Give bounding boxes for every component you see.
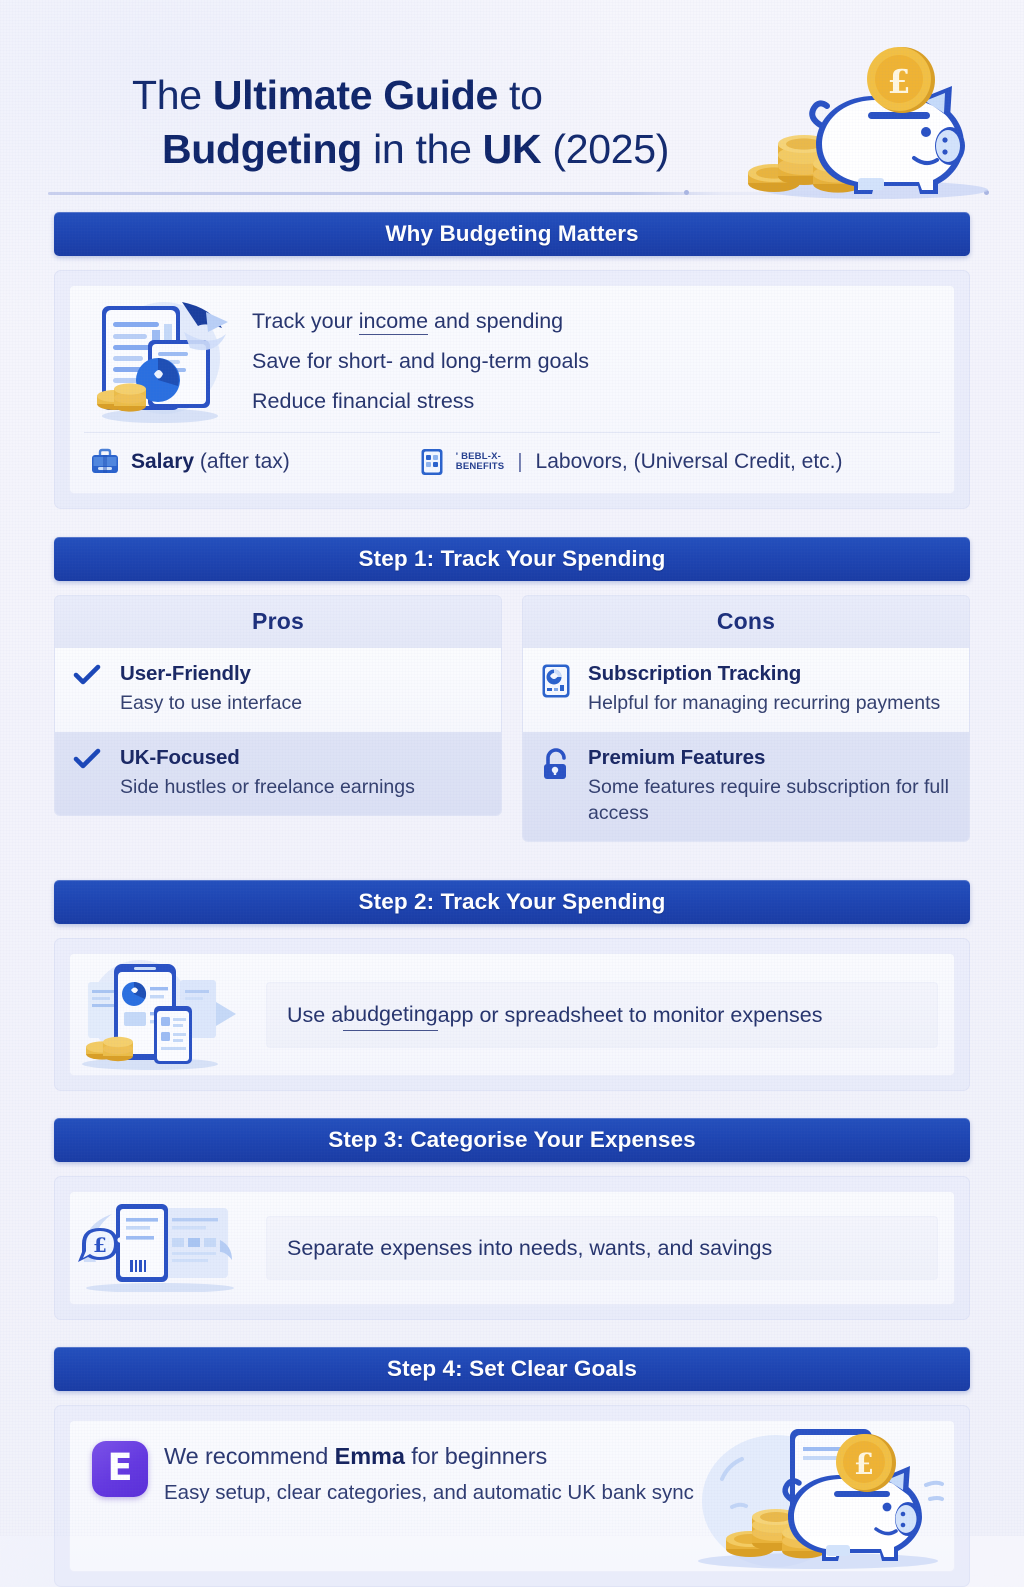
section-header-step-4: Step 4: Set Clear Goals bbox=[54, 1347, 970, 1391]
pros-column bbox=[54, 595, 502, 816]
section-header-step-1: Step 1: Track Your Spending bbox=[54, 537, 970, 581]
panel-why-budgeting bbox=[54, 270, 970, 509]
bullet-track-income bbox=[252, 306, 930, 337]
step-2-text-link[interactable]: budgeting bbox=[343, 999, 437, 1031]
step-4-subtext: Easy setup, clear categories, and automatic UK bank sync bbox=[164, 1480, 694, 1504]
pros-item-1-text bbox=[120, 745, 483, 801]
salary-label bbox=[131, 450, 290, 474]
tablet-chart-icon bbox=[541, 661, 575, 717]
cons-item-0-text bbox=[588, 661, 951, 717]
cons-item-1-title: Premium Features bbox=[588, 745, 766, 769]
step-4-head-pre: We recommend bbox=[164, 1443, 335, 1470]
title-text-3: in the bbox=[361, 126, 483, 173]
benefits-glyph-line-1: ' BEBL-X- bbox=[455, 451, 501, 463]
cons-column bbox=[522, 595, 970, 842]
title-bold-1: Ultimate Guide bbox=[212, 72, 498, 118]
section-header-why-budgeting: Why Budgeting Matters bbox=[54, 212, 970, 256]
briefcase-icon bbox=[90, 448, 120, 476]
padlock-open-icon bbox=[541, 745, 575, 827]
title-text-4: (2025) bbox=[541, 126, 670, 173]
bullet-0-pre: Track your bbox=[252, 309, 359, 334]
tablet-pound-documents-icon bbox=[70, 1200, 266, 1297]
step-3-text: Separate expenses into needs, wants, and savings bbox=[266, 1216, 938, 1280]
pros-cons-wrapper bbox=[54, 595, 970, 842]
title-line-2 bbox=[132, 122, 714, 176]
panel-step-3 bbox=[54, 1176, 970, 1320]
cons-item-0-sub: Helpful for managing recurring payments bbox=[588, 692, 941, 715]
pros-header: Pros bbox=[55, 596, 501, 648]
emma-app-logo-icon bbox=[92, 1441, 148, 1508]
step-2-text-pre: Use a bbox=[287, 1002, 344, 1027]
benefits-separator: | bbox=[517, 450, 523, 473]
panel-step-2 bbox=[54, 938, 970, 1091]
why-budgeting-inner bbox=[69, 285, 955, 494]
step-4-text bbox=[164, 1441, 784, 1508]
cons-item-1-text bbox=[588, 745, 951, 827]
step-4-head-bold: Emma bbox=[334, 1443, 405, 1470]
svg-text:£: £ bbox=[853, 1447, 875, 1482]
panel-step-4 bbox=[54, 1405, 970, 1587]
title-text-2: to bbox=[497, 72, 543, 118]
title-text-1: The bbox=[132, 72, 213, 118]
step-4-body bbox=[70, 1421, 954, 1530]
bullet-reduce-stress: Reduce financial stress bbox=[252, 389, 475, 414]
why-budgeting-bullets bbox=[248, 286, 954, 432]
cons-item-subscription-tracking bbox=[523, 648, 969, 732]
income-source-salary bbox=[90, 448, 290, 476]
benefits-label: Labovors, (Universal Credit, etc.) bbox=[535, 450, 843, 473]
salary-rest: (after tax) bbox=[194, 450, 290, 473]
benefits-glyph-text bbox=[456, 452, 505, 472]
emma-logo-letter: E bbox=[92, 1441, 148, 1497]
pros-item-0-title: User-Friendly bbox=[120, 662, 251, 685]
check-icon bbox=[73, 661, 107, 717]
title-bold-2: Budgeting bbox=[162, 126, 362, 173]
income-source-benefits bbox=[420, 447, 843, 477]
step-3-inner bbox=[69, 1191, 955, 1305]
cons-header: Cons bbox=[523, 596, 969, 648]
benefits-document-icon bbox=[420, 447, 444, 477]
step-3-body bbox=[70, 1192, 954, 1304]
header bbox=[0, 0, 1024, 212]
cons-item-premium-features bbox=[523, 732, 969, 842]
document-chart-coins-icon bbox=[70, 286, 248, 432]
section-header-step-2: Step 2: Track Your Spending bbox=[54, 880, 970, 924]
step-2-text bbox=[266, 982, 938, 1048]
cons-item-0-title: Subscription Tracking bbox=[588, 662, 802, 685]
svg-text:£: £ bbox=[93, 1232, 107, 1257]
step-4-heading bbox=[164, 1441, 784, 1472]
pros-item-0-sub: Easy to use interface bbox=[120, 692, 303, 715]
benefits-glyph-line-2: BENEFITS bbox=[455, 461, 505, 472]
bullet-save-goals: Save for short- and long-term goals bbox=[252, 349, 589, 374]
step-2-text-post: app or spreadsheet to monitor expenses bbox=[437, 1002, 823, 1027]
salary-bold: Salary bbox=[131, 450, 195, 473]
income-sources-row bbox=[70, 433, 954, 493]
svg-text:£: £ bbox=[887, 62, 911, 101]
pros-item-1-sub: Side hustles or freelance earnings bbox=[120, 775, 415, 798]
step-4-head-post: for beginners bbox=[404, 1443, 548, 1470]
piggy-bank-pound-coin-icon bbox=[726, 40, 998, 208]
pros-item-1-title: UK-Focused bbox=[120, 745, 240, 769]
why-budgeting-body bbox=[70, 286, 954, 432]
phone-documents-coins-icon bbox=[70, 954, 266, 1075]
title-bold-3: UK bbox=[482, 126, 542, 173]
step-2-inner bbox=[69, 953, 955, 1076]
cons-item-1-sub: Some features require subscription for full access bbox=[588, 775, 949, 825]
page-title bbox=[54, 58, 714, 176]
bullet-0-link[interactable]: income bbox=[358, 309, 429, 334]
step-2-body bbox=[70, 954, 954, 1075]
bullet-0-post: and spending bbox=[428, 309, 564, 334]
step-4-inner bbox=[69, 1420, 955, 1572]
check-icon bbox=[73, 745, 107, 801]
pros-item-user-friendly bbox=[55, 648, 501, 732]
divider-dot-left bbox=[684, 190, 689, 195]
pros-item-uk-focused bbox=[55, 732, 501, 816]
section-header-step-3: Step 3: Categorise Your Expenses bbox=[54, 1118, 970, 1162]
pros-item-0-text bbox=[120, 661, 483, 717]
